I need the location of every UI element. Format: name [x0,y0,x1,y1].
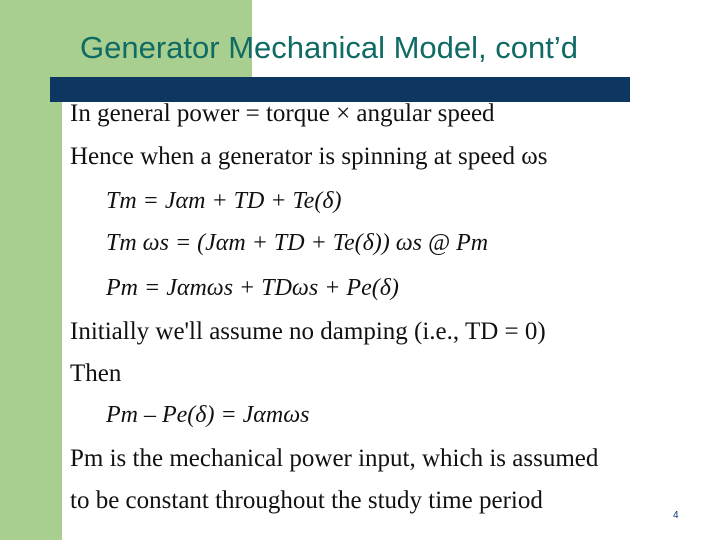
slide-title: Generator Mechanical Model, cont’d [80,30,578,65]
equation-power-def-text: Tm ωs = (Jαm + TD + Te(δ)) ωs @ Pm [106,230,489,256]
text-line-constant: to be constant throughout the study time period [70,487,543,514]
text-line-damping: Initially we'll assume no damping (i.e., TD = 0) [70,318,546,345]
text-line-pm-desc: Pm is the mechanical power input, which is assumed [70,445,599,472]
title-rule [50,77,630,102]
equation-swing-text: Pm – Pe(δ) = Jαmωs [106,402,310,428]
text-line-hence: Hence when a generator is spinning at speed ωs [70,143,548,170]
equation-torque-text: Tm = Jαm + TD + Te(δ) [106,188,342,214]
equation-power-balance [106,275,399,302]
text-line-then: Then [70,360,122,387]
text-line-power: In general power = torque × angular speed [70,100,495,127]
equation-power-balance-text: Pm = Jαmωs + TDωs + Pe(δ) [106,275,399,301]
equation-swing [106,402,310,429]
page-number: 4 [673,510,679,521]
equation-torque [106,188,341,215]
equation-power-def [106,230,488,257]
